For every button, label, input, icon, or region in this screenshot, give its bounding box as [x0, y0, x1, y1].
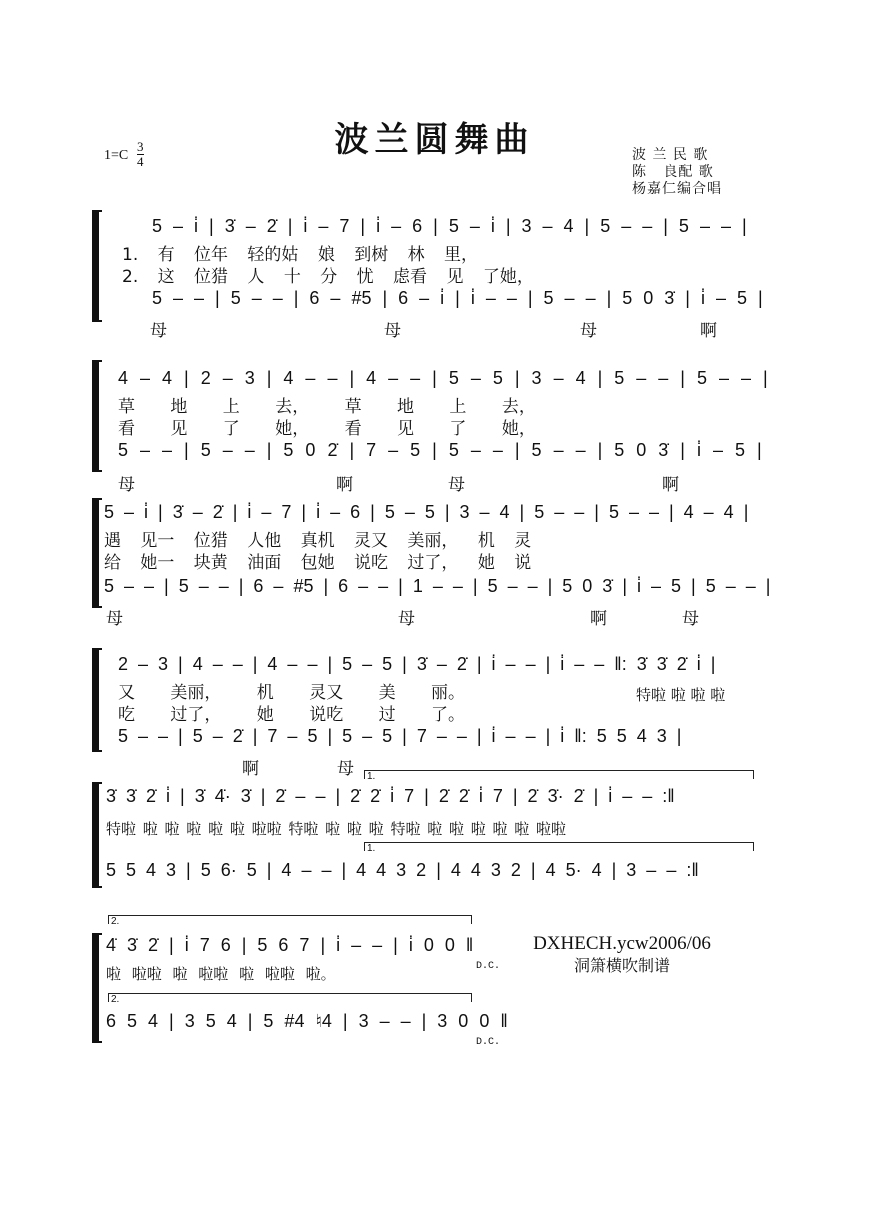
lyrics-verse-1: 遇 见一 位猎 人他 真机 灵又 美丽， 机 灵: [104, 531, 532, 551]
system-bracket: [92, 933, 99, 1043]
upper-voice-notes: 5 – i̇ | 3̇ – 2̇ | i̇ – 7 | i̇ – 6 | 5 – i̇ | 3 – 4 | 5 – – | 5 – – |: [152, 216, 747, 236]
transcriber-credit: [502, 933, 742, 977]
lyrics-verse-2: 看 见 了 她， 看 见 了 她，: [118, 419, 536, 439]
lower-lyric: 母: [106, 609, 123, 629]
lower-lyric: 母: [118, 475, 135, 495]
lower-lyric: 母: [398, 609, 415, 629]
credit-lyricist: 陈 良配 歌: [632, 164, 714, 180]
lyrics-verse-1: 草 地 上 去， 草 地 上 去，: [118, 397, 536, 417]
lower-voice-notes: 5 – – | 5 – 2̇ | 7 – 5 | 5 – 5 | 7 – – | i̇ – – | i̇ ‖: 5 5 4 3 |: [118, 726, 682, 746]
credits: [632, 147, 722, 198]
page-title: 波兰圆舞曲: [334, 120, 535, 160]
score-system-6: [92, 915, 512, 1055]
lower-lyric: 啊: [336, 475, 353, 495]
time-signature-bottom: 4: [137, 154, 144, 169]
system-bracket: [92, 498, 99, 608]
lyrics-verse-1: 又 美丽， 机 灵又 美 丽。: [118, 683, 466, 703]
lyrics-verse-2: 吃 过了， 她 说吃 过 了。: [118, 705, 466, 725]
lower-lyric: 母: [448, 475, 465, 495]
lower-lyric: 母: [580, 321, 597, 341]
volta-1-lower: 1.: [364, 842, 754, 851]
volta-2-upper: 2.: [108, 915, 472, 924]
da-capo-upper: D.C.: [476, 961, 501, 972]
credit-arranger: 杨嘉仁编合唱: [632, 181, 722, 197]
score-system-3: [92, 498, 771, 629]
system-bracket: [92, 210, 99, 322]
lower-lyric: 母: [150, 321, 167, 341]
key-signature: 1=C: [104, 148, 129, 163]
transcriber-name: 洞箫横吹制谱: [573, 956, 670, 975]
lower-lyric: 啊: [590, 609, 607, 629]
lower-lyric: 啊: [700, 321, 717, 341]
lower-voice-notes: 6 5 4 | 3 5 4 | 5 #4 ♮4 | 3 – – | 3 0 0 ‖: [106, 1011, 508, 1031]
lower-voice-notes: 5 5 4 3 | 5 6· 5 | 4 – – | 4 4 3 2 | 4 4 3 2 | 4 5· 4 | 3 – – :‖: [106, 860, 699, 880]
transcriber-id: DXHECH.ycw2006/06: [533, 933, 711, 954]
score-system-1: [92, 210, 763, 341]
lower-voice-lyrics: [106, 604, 754, 629]
time-signature-top: 3: [137, 139, 144, 154]
lower-lyric: 啊: [662, 475, 679, 495]
lower-lyric: 啊: [242, 759, 259, 779]
da-capo-lower: D.C.: [476, 1037, 501, 1048]
lower-voice-lyrics: [150, 316, 754, 341]
system-bracket: [92, 648, 99, 752]
volta-2-lower: 2.: [108, 993, 472, 1002]
score-system-2: [92, 360, 768, 495]
system-bracket: [92, 782, 99, 888]
upper-voice-notes: 5 – i̇ | 3̇ – 2̇ | i̇ – 7 | i̇ – 6 | 5 – 5 | 3 – 4 | 5 – – | 5 – – | 4 – 4 |: [104, 502, 749, 522]
volta-1-upper: 1.: [364, 770, 754, 779]
credit-origin: 波 兰 民 歌: [632, 147, 709, 163]
lyrics-verse-1: 1. 有 位年 轻的姑 娘 到树 林 里，: [122, 245, 479, 265]
la-lyrics: 啦 啦啦 啦 啦啦 啦 啦啦 啦。: [106, 965, 336, 983]
score-system-4: [92, 648, 754, 778]
upper-voice-notes: 4 – 4 | 2 – 3 | 4 – – | 4 – – | 5 – 5 | 3 – 4 | 5 – – | 5 – – |: [118, 368, 768, 388]
lower-lyric: 母: [337, 759, 354, 779]
lyrics-verse-2: 给 她一 块黄 油面 包她 说吃 过了， 她 说: [104, 553, 532, 573]
lower-voice-lyrics: [118, 470, 754, 495]
lower-voice-notes: 5 – – | 5 – – | 5 0 2̇ | 7 – 5 | 5 – – | 5 – – | 5 0 3̇ | i̇ – 5 |: [118, 440, 762, 460]
upper-voice-notes: 2 – 3 | 4 – – | 4 – – | 5 – 5 | 3̇ – 2̇ | i̇ – – | i̇ – – ‖: 3̇ 3̇ 2̇ i̇ |: [118, 654, 716, 674]
time-signature: [137, 140, 144, 169]
system-bracket: [92, 360, 99, 472]
lyrics-verse-2: 2. 这 位猎 人 十 分 忧 虑看 见 了她，: [122, 267, 534, 287]
lower-voice-notes: 5 – – | 5 – – | 6 – #5 | 6 – i̇ | i̇ – – | 5 – – | 5 0 3̇ | i̇ – 5 |: [152, 288, 763, 308]
lower-lyric: 母: [682, 609, 699, 629]
upper-voice-notes: 3̇ 3̇ 2̇ i̇ | 3̇ 4̇· 3̇ | 2̇ – – | 2̇ 2̇ i̇ 7 | 2̇ 2̇ i̇ 7 | 2̇ 3̇· 2̇ | i̇ – – :‖: [106, 786, 675, 806]
la-lyrics: 特啦 啦 啦 啦: [636, 686, 726, 704]
lower-voice-notes: 5 – – | 5 – – | 6 – #5 | 6 – – | 1 – – | 5 – – | 5 0 3̇ | i̇ – 5 | 5 – – |: [104, 576, 771, 596]
score-system-5: [92, 770, 754, 890]
la-lyrics: 特啦 啦 啦 啦 啦 啦 啦啦 特啦 啦 啦 啦 特啦 啦 啦 啦 啦 啦 啦啦: [106, 820, 567, 838]
upper-voice-notes: 4̇ 3̇ 2̇ | i̇ 7 6 | 5 6 7 | i̇ – – | i̇ 0 0 ‖: [106, 935, 474, 955]
lower-lyric: 母: [384, 321, 401, 341]
